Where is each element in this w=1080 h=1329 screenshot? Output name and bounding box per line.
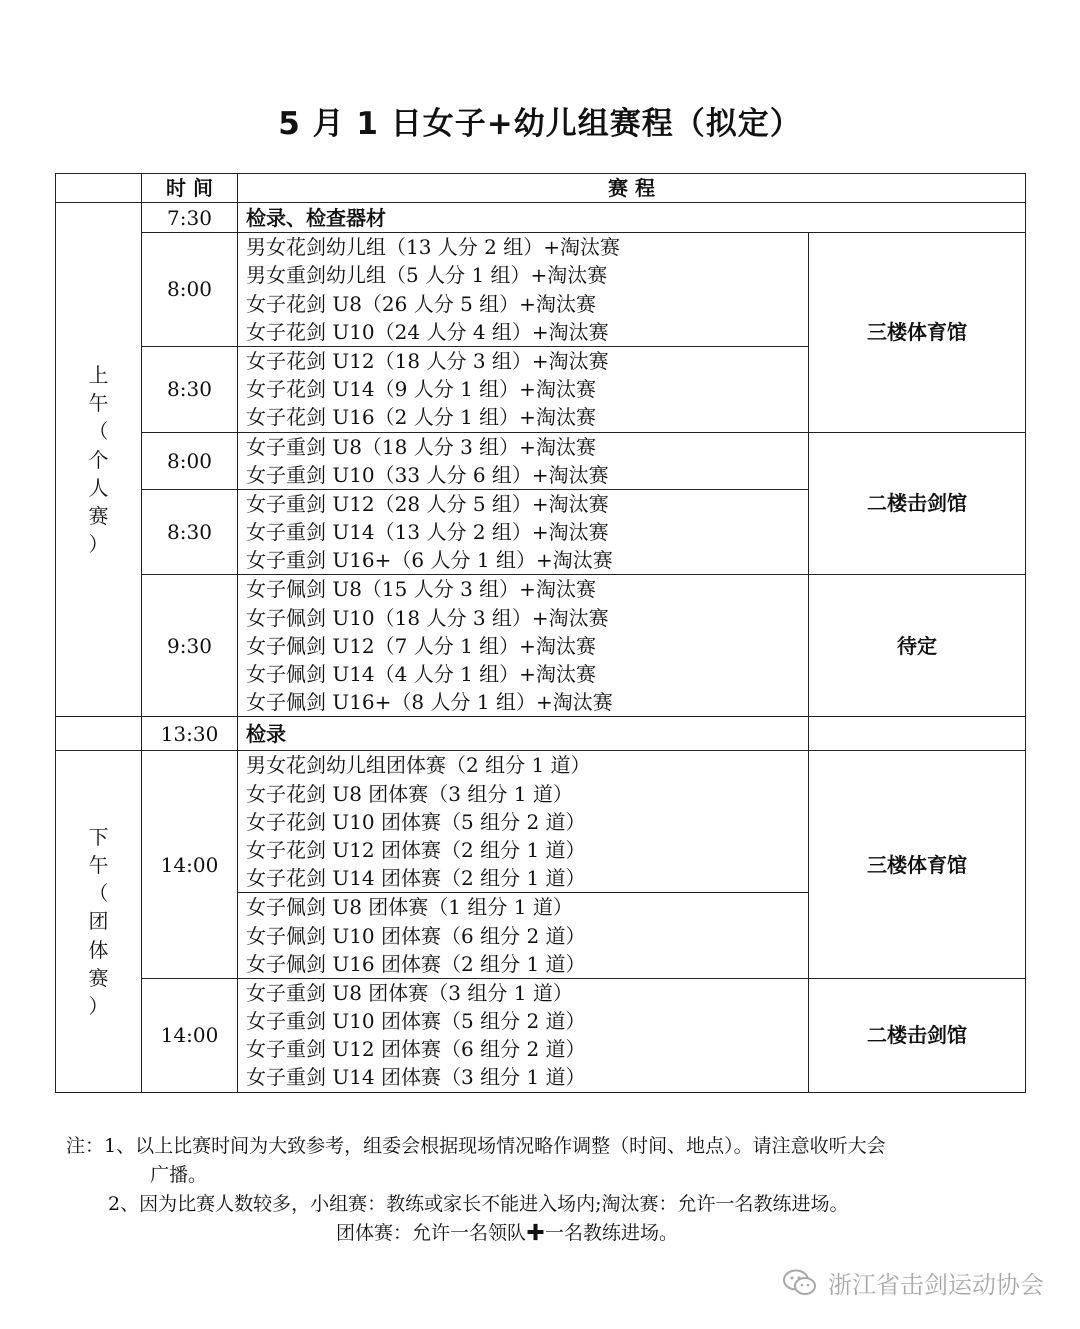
- event-list: 女子花剑 U12（18 人分 3 组）+淘汰赛 女子花剑 U14（9 人分 1 组）+淘汰赛 女子花剑 U16（2 人分 1 组）+淘汰赛: [238, 346, 809, 432]
- time-cell: 8:30: [142, 346, 238, 432]
- time-cell: 7:30: [142, 203, 238, 233]
- watermark: [782, 1265, 1044, 1300]
- time-cell: 14:00: [142, 978, 238, 1092]
- checkin-text: 检录、检查器材: [238, 203, 1026, 233]
- page-title: 5 月 1 日女子+幼儿组赛程（拟定）: [278, 106, 802, 142]
- event-list: 男女花剑幼儿组（13 人分 2 组）+淘汰赛 男女重剑幼儿组（5 人分 1 组）+淘汰赛 女子花剑 U8（26 人分 5 组）+淘汰赛 女子花剑 U10（24 人分 4 组）+淘汰赛: [238, 233, 809, 347]
- header-time: 时 间: [142, 174, 238, 203]
- venue-cell: 待定: [809, 575, 1026, 717]
- event-list: 女子佩剑 U8（15 人分 3 组）+淘汰赛 女子佩剑 U10（18 人分 3 组）+淘汰赛 女子佩剑 U12（7 人分 1 组）+淘汰赛 女子佩剑 U14（4 人分 1 组）+淘汰赛 女子佩剑 U16+（8 人分 1 组）+淘汰赛: [238, 575, 809, 717]
- venue-cell: 二楼击剑馆: [809, 978, 1026, 1092]
- event-list: 女子重剑 U12（28 人分 5 组）+淘汰赛 女子重剑 U14（13 人分 2 组）+淘汰赛 女子重剑 U16+（6 人分 1 组）+淘汰赛: [238, 489, 809, 575]
- table-row: [56, 233, 1026, 347]
- table-row: [56, 203, 1026, 233]
- event-list: 男女花剑幼儿组团体赛（2 组分 1 道） 女子花剑 U8 团体赛（3 组分 1 道） 女子花剑 U10 团体赛（5 组分 2 道） 女子花剑 U12 团体赛（2 组分 1 道） 女子花剑 U14 团体赛（2 组分 1 道）: [238, 751, 809, 893]
- event-list: 女子重剑 U8（18 人分 3 组）+淘汰赛 女子重剑 U10（33 人分 6 组）+淘汰赛: [238, 432, 809, 489]
- empty-cell: [809, 717, 1026, 751]
- time-cell: 14:00: [142, 751, 238, 979]
- time-cell: 8:00: [142, 233, 238, 347]
- schedule-table: [55, 173, 1026, 1093]
- venue-cell: 三楼体育馆: [809, 751, 1026, 979]
- table-row: [56, 432, 1026, 489]
- header-empty-cell: [56, 174, 142, 203]
- header-schedule: 赛 程: [238, 174, 1026, 203]
- afternoon-period-label: 下 午 （ 团 体 赛 ）: [56, 751, 142, 1092]
- table-row: [56, 575, 1026, 717]
- notes: [66, 1132, 1046, 1248]
- note-line: 2、因为比赛人数较多，小组赛：教练或家长不能进入场内;淘汰赛：允许一名教练进场。: [108, 1193, 849, 1215]
- time-cell: 13:30: [142, 717, 238, 751]
- venue-cell: 三楼体育馆: [809, 233, 1026, 432]
- event-list: 女子佩剑 U8 团体赛（1 组分 1 道） 女子佩剑 U10 团体赛（6 组分 2 道） 女子佩剑 U16 团体赛（2 组分 1 道）: [238, 893, 809, 979]
- note-line: 团体赛：允许一名领队✚一名教练进场。: [336, 1222, 679, 1244]
- table-header-row: [56, 174, 1026, 203]
- event-list: 女子重剑 U8 团体赛（3 组分 1 道） 女子重剑 U10 团体赛（5 组分 2 道） 女子重剑 U12 团体赛（6 组分 2 道） 女子重剑 U14 团体赛（3 组分 1 道）: [238, 978, 809, 1092]
- time-cell: 8:00: [142, 432, 238, 489]
- table-row: [56, 978, 1026, 1092]
- table-row: [56, 717, 1026, 751]
- empty-cell: [56, 717, 142, 751]
- wechat-icon: [782, 1268, 818, 1298]
- morning-period-label: 上 午 （ 个 人 赛 ）: [56, 203, 142, 717]
- table-row: [56, 751, 1026, 893]
- venue-cell: 二楼击剑馆: [809, 432, 1026, 575]
- checkin-text: 检录: [238, 717, 809, 751]
- note-line: 注：1、以上比赛时间为大致参考，组委会根据现场情况略作调整（时间、地点）。请注意收听大会: [66, 1135, 886, 1157]
- time-cell: 8:30: [142, 489, 238, 575]
- time-cell: 9:30: [142, 575, 238, 717]
- note-line: 广播。: [150, 1164, 208, 1186]
- watermark-text: 浙江省击剑运动协会: [828, 1271, 1044, 1299]
